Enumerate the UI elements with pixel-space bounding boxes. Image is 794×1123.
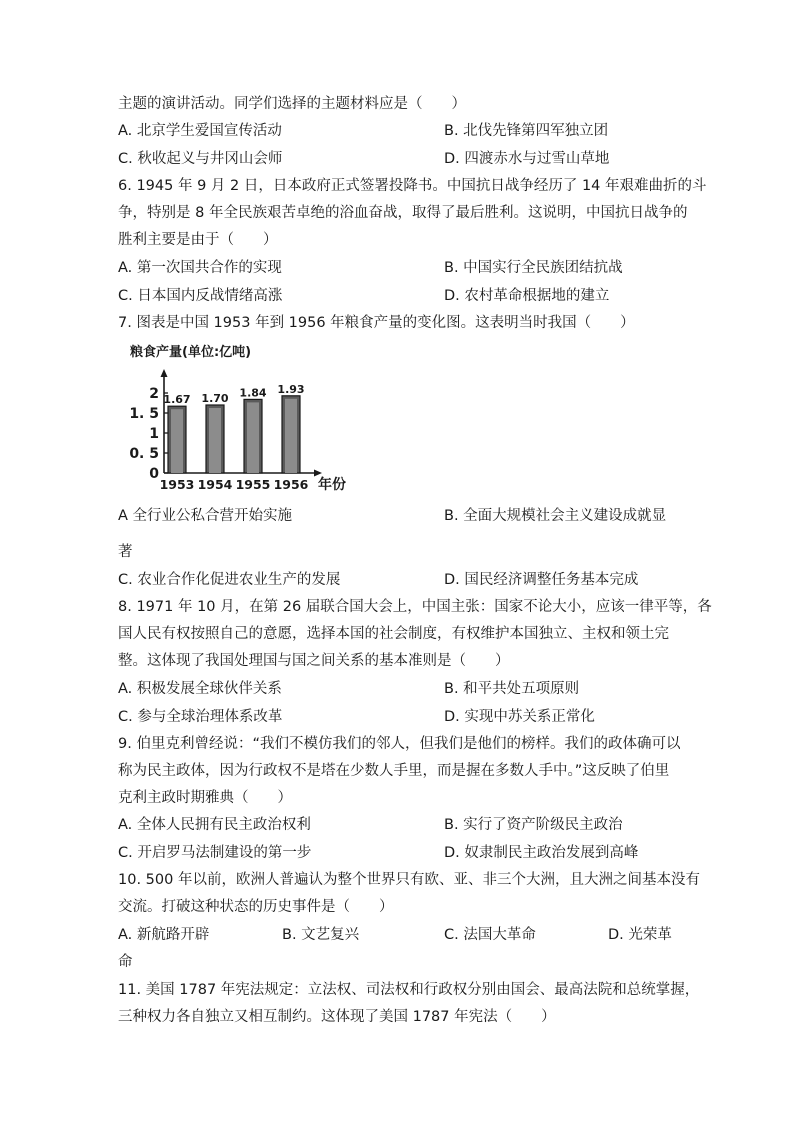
bar-value-label-1956: 1.93 (277, 382, 305, 396)
q8-option-a: A. 积极发展全球伙伴关系 (118, 681, 282, 697)
q9-option-b: B. 实行了资产阶级民主政治 (444, 817, 623, 833)
q10-option-d-continued: 命 (118, 954, 133, 970)
q7-option-d: D. 国民经济调整任务基本完成 (444, 572, 639, 588)
q10-option-a: A. 新航路开辟 (118, 927, 210, 943)
y-tick-label-1: 0. 5 (129, 446, 159, 462)
question-9-line-2: 称为民主政体，因为行政权不是塔在少数人手里，而是握在多数人手中。”这反映了伯里 (118, 763, 670, 779)
bar-inner-1954 (209, 408, 221, 473)
question-6-line-3: 胜利主要是由于（ ） (118, 232, 278, 248)
q8-option-c: C. 参与全球治理体系改革 (118, 709, 283, 725)
question-8-line-3: 整。这体现了我国处理国与国之间关系的基本准则是（ ） (118, 653, 510, 669)
q7-option-c: C. 农业合作化促进农业生产的发展 (118, 572, 341, 588)
q9-option-a: A. 全体人民拥有民主政治权利 (118, 817, 311, 833)
bar-value-label-1955: 1.84 (239, 386, 267, 400)
question-7-stem: 7. 图表是中国 1953 年到 1956 年粮食产量的变化图。这表明当时我国（ ） (118, 315, 635, 331)
q10-option-c: C. 法国大革命 (444, 927, 536, 943)
q5-option-a: A. 北京学生爱国宣传活动 (118, 123, 282, 139)
question-8-line-2: 国人民有权按照自己的意愿，选择本国的社会制度，有权维护本国独立、主权和领土完 (118, 626, 669, 642)
q8-option-b: B. 和平共处五项原则 (444, 681, 580, 697)
question-10-line-1: 10. 500 年以前，欧洲人普遍认为整个世界只有欧、亚、非三个大洲，且大洲之间基本没有 (118, 872, 700, 888)
q5-option-d: D. 四渡赤水与过雪山草地 (444, 151, 610, 167)
q6-option-d: D. 农村革命根据地的建立 (444, 288, 610, 304)
question-9-line-1: 9. 伯里克利曾经说：“我们不模仿我们的邻人，但我们是他们的榜样。我们的政体确可以 (118, 736, 681, 752)
x-tick-label-1955: 1955 (235, 477, 271, 492)
bar-value-label-1953: 1.67 (163, 393, 191, 407)
question-6-line-1: 6. 1945 年 9 月 2 日，日本政府正式签署投降书。中国抗日战争经历了 14 年艰难曲折的斗 (118, 178, 707, 194)
question-5-stem-tail: 主题的演讲活动。同学们选择的主题材料应是（ ） (118, 96, 466, 112)
y-tick-label-0: 0 (149, 466, 159, 482)
y-axis-arrow (161, 369, 168, 377)
bar-inner-1956 (285, 399, 297, 473)
q7-option-b-continued: 著 (118, 544, 133, 560)
q6-option-c: C. 日本国内反战情绪高涨 (118, 288, 283, 304)
question-11-line-1: 11. 美国 1787 年宪法规定：立法权、司法权和行政权分别由国会、最高法院和总统掌握， (118, 982, 700, 998)
q6-option-a: A. 第一次国共合作的实现 (118, 260, 282, 276)
y-tick-label-2: 1 (149, 426, 159, 442)
x-tick-label-1956: 1956 (273, 477, 309, 492)
q9-option-c: C. 开启罗马法制建设的第一步 (118, 845, 312, 861)
grain-output-bar-chart (116, 340, 366, 500)
bar-value-label-1954: 1.70 (201, 392, 229, 405)
q6-option-b: B. 中国实行全民族团结抗战 (444, 260, 623, 276)
q5-option-b: B. 北伐先锋第四军独立团 (444, 123, 609, 139)
x-axis-label: 年份 (318, 477, 346, 493)
x-axis-arrow (314, 470, 322, 477)
question-11-line-2: 三种权力各自独立又相互制约。这体现了美国 1787 年宪法（ ） (118, 1009, 556, 1025)
y-tick-label-4: 2 (149, 386, 159, 402)
question-8-line-1: 8. 1971 年 10 月，在第 26 届联合国大会上，中国主张：国家不论大小，应该一律平等，各 (118, 599, 712, 615)
q5-option-c: C. 秋收起义与井冈山会师 (118, 151, 283, 167)
x-tick-label-1953: 1953 (159, 477, 195, 492)
q10-option-d: D. 光荣革 (608, 927, 672, 943)
bar-inner-1955 (247, 402, 259, 473)
y-tick-label-3: 1. 5 (129, 406, 159, 422)
chart-title: 粮食产量(单位:亿吨) (130, 345, 252, 360)
question-9-line-3: 克利主政时期雅典（ ） (118, 790, 292, 806)
question-6-line-2: 争，特别是 8 年全民族艰苦卓绝的浴血奋战，取得了最后胜利。这说明，中国抗日战争的 (118, 205, 688, 221)
q8-option-d: D. 实现中苏关系正常化 (444, 709, 595, 725)
q10-option-b: B. 文艺复兴 (282, 927, 360, 943)
q9-option-d: D. 奴隶制民主政治发展到高峰 (444, 845, 639, 861)
q7-option-a: A 全行业公私合营开始实施 (118, 508, 293, 524)
q7-option-b: B. 全面大规模社会主义建设成就显 (444, 508, 667, 524)
bar-inner-1953 (171, 409, 183, 473)
x-tick-label-1954: 1954 (197, 477, 233, 492)
question-10-line-2: 交流。打破这种状态的历史事件是（ ） (118, 899, 394, 915)
